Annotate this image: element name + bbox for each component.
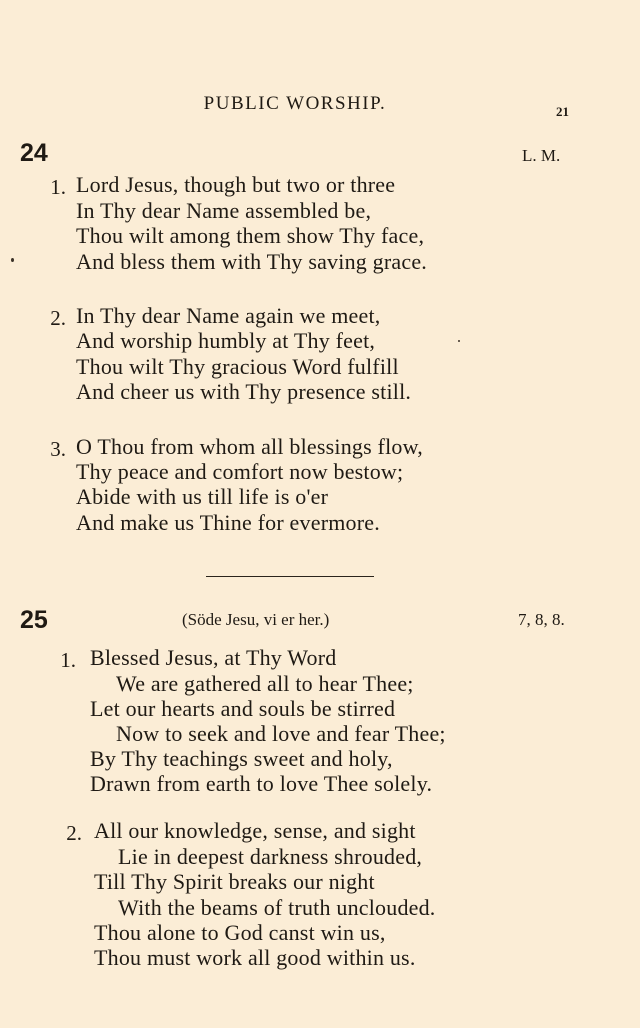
verse-line: Thou wilt among them show Thy face, [76,223,425,248]
hymn-meter: 7, 8, 8. [518,610,565,629]
verse-number: 1. [50,175,66,199]
verse-line: Till Thy Spirit breaks our night [94,869,375,894]
page-number: 21 [556,104,569,119]
verse-line: Blessed Jesus, at Thy Word [90,645,337,670]
verse-line: Thy peace and comfort now bestow; [76,459,404,484]
verse-number: 1. [60,648,76,672]
hymn-number: 25 [20,606,48,634]
verse-line: In Thy dear Name again we meet, [76,303,381,328]
verse-number: 2. [50,306,66,330]
verse-line: With the beams of truth unclouded. [118,895,436,920]
verse-line: Thou alone to God canst win us, [94,920,386,945]
tune-name: (Söde Jesu, vi er her.) [182,610,330,629]
verse-line: And make us Thine for evermore. [76,510,380,535]
verse-line: Drawn from earth to love Thee solely. [90,771,433,796]
verse-line: And cheer us with Thy presence still. [76,379,412,404]
verse-line: Lie in deepest darkness shrouded, [118,844,423,869]
verse-line: By Thy teachings sweet and holy, [90,746,393,771]
verse-line: We are gathered all to hear Thee; [116,671,414,696]
running-header: PUBLIC WORSHIP. [203,93,387,114]
hymn-number: 24 [20,139,48,167]
section-divider [206,576,374,577]
verse-line: Abide with us till life is o'er [76,484,329,509]
verse-number: 2. [66,821,82,845]
paper-speck [458,340,460,342]
paper-speck [11,258,14,262]
verse-line: Thou wilt Thy gracious Word fulfill [76,354,399,379]
verse-line: In Thy dear Name assembled be, [76,198,372,223]
verse-line: Let our hearts and souls be stirred [90,696,396,721]
verse-line: O Thou from whom all blessings flow, [76,434,423,459]
verse-line: Now to seek and love and fear Thee; [116,721,446,746]
verse-line: Thou must work all good within us. [94,945,416,970]
verse-line: And worship humbly at Thy feet, [76,328,376,353]
verse-line: All our knowledge, sense, and sight [94,818,416,843]
verse-number: 3. [50,437,66,461]
hymn-meter: L. M. [522,146,561,165]
verse-line: And bless them with Thy saving grace. [76,249,427,274]
verse-line: Lord Jesus, though but two or three [76,172,396,197]
